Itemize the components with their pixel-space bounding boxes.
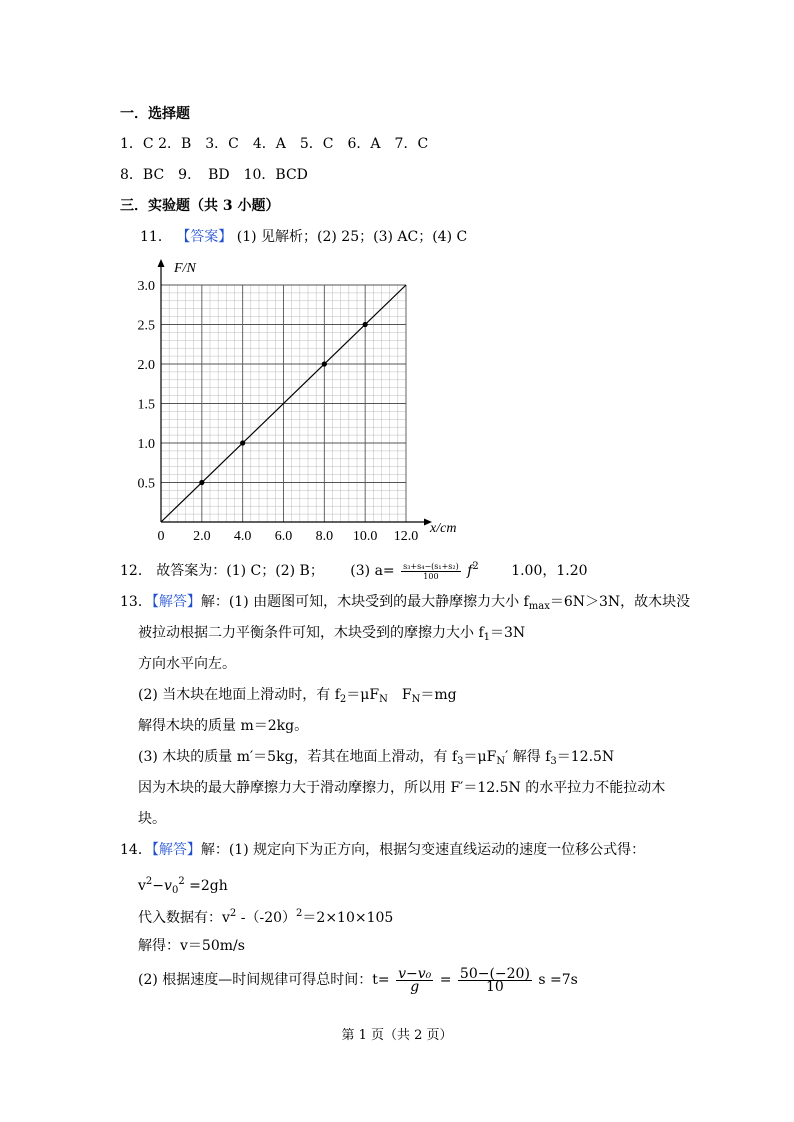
q14-text: (2) 根据速度—时间规律可得总时间：t= <box>138 972 390 988</box>
q13-text: 被拉动根据二力平衡条件可知，木块受到的摩擦力大小 f <box>138 625 484 641</box>
q14-text: ＝2×10×105 <box>302 910 394 926</box>
q14-fraction-denominator: 10 <box>486 978 504 995</box>
data-point <box>240 440 245 445</box>
y-tick-label: 1.5 <box>137 397 155 413</box>
q13-text: ＝mg <box>420 687 457 703</box>
q13-subscript: 1 <box>483 632 491 643</box>
q13-line-4 <box>138 686 457 709</box>
x-tick-label: 4.0 <box>233 529 252 542</box>
q14-superscript: 2 <box>145 876 153 887</box>
y-tick-label: 3.0 <box>137 279 155 294</box>
q13-subscript: N <box>496 756 506 767</box>
q14-line-5 <box>138 965 578 995</box>
force-extension-chart <box>130 252 460 542</box>
y-tick-label: 0.5 <box>137 476 155 492</box>
q14-answer-tag: 【解答】 <box>151 842 201 858</box>
q13-subscript: 2 <box>339 694 347 705</box>
page-footer: 第 1 页（共 2 页） <box>341 1028 453 1043</box>
q12-number: 12． <box>120 563 152 579</box>
q14-text: -（-20） <box>236 910 297 926</box>
data-point <box>199 480 204 485</box>
q14-text: −v <box>152 878 172 894</box>
chart-tick-labels <box>138 279 419 542</box>
q13-line-2 <box>138 624 525 647</box>
q14-superscript: 2 <box>229 908 237 919</box>
q14-text: =2gh <box>184 878 228 894</box>
answers-row-2: 8．BC 9． BD 10．BCD <box>120 167 308 183</box>
x-tick-label: 6.0 <box>274 529 293 542</box>
q13-line-8: 块。 <box>138 811 166 827</box>
x-tick-label: 10.0 <box>352 529 378 542</box>
q13-line-1 <box>120 593 690 616</box>
q13-text: ＝μF <box>463 749 497 765</box>
q14-text: 代入数据有：v <box>138 910 230 926</box>
q14-superscript: 2 <box>296 908 303 919</box>
q14-fraction-numerator: v−v₀ <box>398 965 432 982</box>
q13-subscript: 3 <box>550 756 557 767</box>
q12-fraction <box>401 562 461 581</box>
y-tick-label: 2.5 <box>137 318 155 334</box>
q13-text: 解：(1) 由题图可知，木块受到的最大静摩擦力大小 f <box>200 594 529 610</box>
q13-text: (3) 木块的质量 m′＝5kg，若其在地面上滑动，有 f <box>138 749 458 765</box>
q14-superscript: 2 <box>178 876 185 887</box>
q14-fraction-denominator: g <box>410 978 420 995</box>
q12-values: 1.00，1.20 <box>511 563 588 579</box>
q13-subscript: N <box>411 694 421 705</box>
q14-line-2 <box>138 873 228 900</box>
q14-fraction-numerator: 50−(−20) <box>459 965 530 982</box>
q13-text: ＝6N＞3N，故木块没 <box>549 594 691 610</box>
q13-subscript: max <box>528 601 550 612</box>
q12-line <box>120 558 588 581</box>
data-point <box>363 322 368 327</box>
q11-number: 11． <box>140 229 172 245</box>
q14-line-1 <box>120 841 645 859</box>
q14-subscript: 0 <box>171 885 179 896</box>
answers-row-1: 1．C 2．B 3．C 4．A 5．C 6．A 7．C <box>120 136 429 152</box>
q14-line-4: 解得：v＝50m/s <box>138 938 245 954</box>
q12-fraction-denominator: 100 <box>423 571 439 581</box>
q13-text: F <box>387 687 412 703</box>
q13-line-5: 解得木块的质量 m＝2kg。 <box>138 718 309 734</box>
q13-line-7: 因为木块的最大静摩擦力大于滑动摩擦力，所以用 F′＝12.5N 的水平拉力不能拉动木 <box>138 780 666 796</box>
q12-fraction-numerator: s₃+s₄−(s₁+s₂) <box>403 561 459 571</box>
y-tick-label: 1.0 <box>137 437 155 452</box>
q11-answer-tag: 【答案】 <box>176 229 233 245</box>
q13-subscript: N <box>379 694 388 705</box>
q14-fraction-2 <box>458 965 532 995</box>
x-axis-label: x/cm <box>430 521 457 536</box>
q13-text: (2) 当木块在地面上滑动时，有 f <box>138 687 340 703</box>
q11-answer-text: (1) 见解析；(2) 25；(3) AC；(4) C <box>236 229 468 245</box>
q13-line-3: 方向水平向左。 <box>138 656 236 672</box>
q12-text: 故答案为：(1) C；(2) B； <box>156 563 324 579</box>
q14-number: 14． <box>120 842 152 858</box>
x-tick-label: 0 <box>157 529 165 542</box>
q13-text: ＝3N <box>490 625 526 641</box>
q14-text: 解：(1) 规定向下为正方向，根据匀变速直线运动的速度一位移公式得： <box>200 842 646 858</box>
q11-line <box>140 228 467 246</box>
q14-text: = <box>439 972 452 988</box>
section-title-choice: 一．选择题 <box>120 106 190 122</box>
q13-answer-tag: 【解答】 <box>151 594 201 610</box>
x-tick-label: 2.0 <box>193 529 211 542</box>
q13-text: ＝12.5N <box>556 749 615 765</box>
y-tick-label: 2.0 <box>137 358 155 373</box>
q12-tail-exp: 2 <box>472 561 479 572</box>
q13-text: ′ 解得 f <box>505 749 551 765</box>
q13-number: 13． <box>120 594 152 610</box>
q13-line-6 <box>138 748 614 771</box>
x-tick-label: 12.0 <box>393 529 419 542</box>
y-axis-label: F/N <box>174 261 196 276</box>
x-tick-label: 8.0 <box>315 529 334 542</box>
q12-tail: f <box>467 563 473 579</box>
section-title-experiment: 三．实验题（共 3 小题） <box>120 198 280 214</box>
q14-fraction-1 <box>396 965 433 995</box>
data-point <box>322 361 327 366</box>
q13-text: ＝μF <box>346 687 380 703</box>
q14-line-3 <box>138 905 393 927</box>
q13-subscript: 3 <box>457 756 464 767</box>
y-axis-arrow <box>158 259 165 267</box>
q12-part3: (3) a= <box>350 563 395 579</box>
q14-text: v <box>138 878 146 894</box>
q14-text: s =7s <box>538 972 578 988</box>
